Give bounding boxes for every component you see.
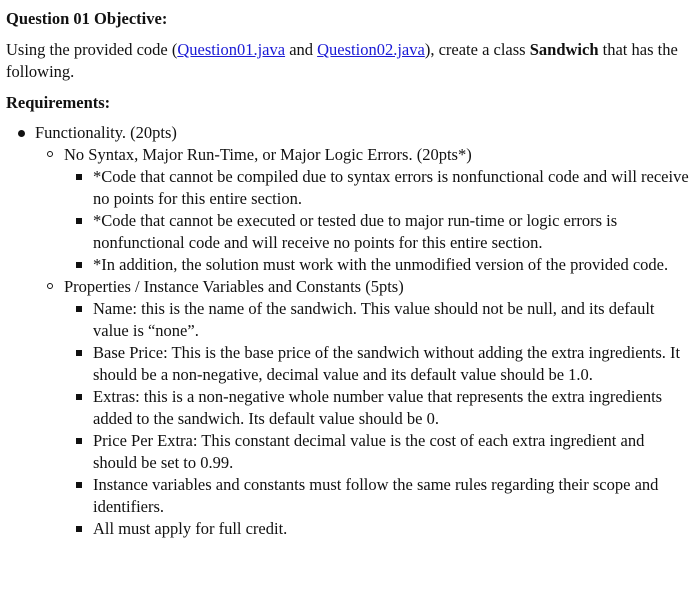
list-item (64, 254, 692, 276)
list-item (64, 342, 692, 386)
square-bullet-icon (76, 306, 82, 312)
list-item-text: Extras: this is a non-negative whole number value that represents the extra ingredients added to the sandwich. Its default value should be 0. (93, 387, 663, 428)
intro-text-4: that has the following. (6, 40, 678, 81)
section-properties (35, 276, 692, 540)
square-bullet-icon (76, 350, 82, 356)
question01-link[interactable]: Question01.java (177, 40, 286, 59)
list-item (64, 518, 692, 540)
square-bullet-icon (76, 482, 82, 488)
list-item (64, 474, 692, 518)
requirements-list (6, 122, 692, 540)
intro-text-1: Using the provided code ( (6, 40, 178, 59)
intro-text-3: ), create a class (424, 40, 530, 59)
question-title: Question 01 Objective: (6, 9, 168, 28)
circle-bullet-icon (47, 283, 53, 289)
list-item-text: Name: this is the name of the sandwich. This value should not be null, and its default value is “none”. (93, 299, 655, 340)
list-item (64, 430, 692, 474)
list-item-text: *Code that cannot be executed or tested due to major run-time or logic errors is nonfunctional code and will receive no points for this entire section. (93, 211, 618, 252)
class-name: Sandwich (529, 40, 599, 59)
list-item (64, 210, 692, 254)
section-label: No Syntax, Major Run-Time, or Major Logic Errors. (20pts*) (64, 145, 472, 164)
section-label: Properties / Instance Variables and Constants (5pts) (64, 277, 404, 296)
section-items (64, 166, 692, 276)
disc-bullet-icon (18, 130, 25, 137)
square-bullet-icon (76, 174, 82, 180)
section-items (64, 298, 692, 540)
list-item-text: *Code that cannot be compiled due to syntax errors is nonfunctional code and will receive no points for this entire section. (93, 167, 689, 208)
square-bullet-icon (76, 218, 82, 224)
list-item-text: Instance variables and constants must follow the same rules regarding their scope and identifiers. (93, 475, 659, 516)
list-item-text: Base Price: This is the base price of the sandwich without adding the extra ingredients. It should be a non-negative, decimal value and its default value should be 1.0. (93, 343, 681, 384)
requirement-functionality (6, 122, 692, 540)
requirements-title: Requirements: (6, 93, 111, 112)
section-errors (35, 144, 692, 276)
square-bullet-icon (76, 262, 82, 268)
intro-text-2: and (285, 40, 318, 59)
list-item (64, 298, 692, 342)
list-item-text: *In addition, the solution must work with the unmodified version of the provided code. (93, 255, 669, 274)
requirement-label: Functionality. (20pts) (35, 123, 177, 142)
list-item-text: All must apply for full credit. (93, 519, 288, 538)
list-item (64, 166, 692, 210)
intro-paragraph (6, 39, 692, 83)
question02-link[interactable]: Question02.java (317, 40, 425, 59)
square-bullet-icon (76, 394, 82, 400)
list-item (64, 386, 692, 430)
requirement-sections (35, 144, 692, 540)
square-bullet-icon (76, 438, 82, 444)
square-bullet-icon (76, 526, 82, 532)
circle-bullet-icon (47, 151, 53, 157)
list-item-text: Price Per Extra: This constant decimal value is the cost of each extra ingredient and should be set to 0.99. (93, 431, 645, 472)
